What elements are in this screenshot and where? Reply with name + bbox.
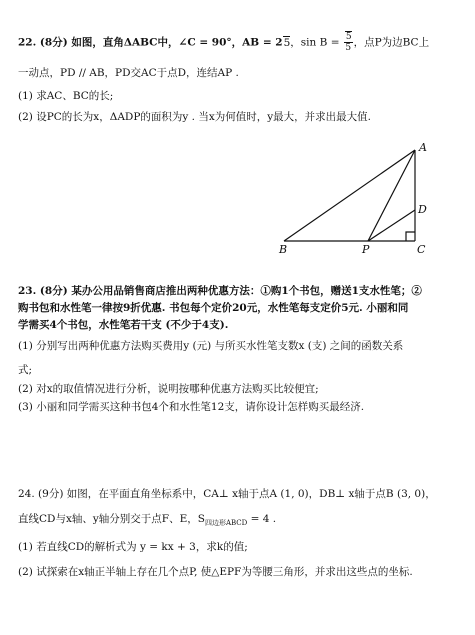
q24-part2: (2) 试探索在x轴正半轴上存在几个点P, 使△EPF为等腰三角形，并求出这些点的坐标. (18, 566, 413, 578)
q22-part1: (1) 求AC、BC的长; (18, 90, 114, 102)
q22-sinb-den: 5 (345, 43, 352, 53)
q23-line3: 学需买4个书包，水性笔若干支 (不少于4支). (18, 319, 229, 331)
q22-line2: 一动点，PD // AB，PD交AC于点D，连结AP . (18, 67, 239, 79)
q24-line2-b: = 4 . (247, 513, 277, 525)
q22-part2: (2) 设PC的长为x，ΔADP的面积为y . 当x为何值时，y最大，并求出最大值. (18, 111, 372, 123)
q23-line2: 购书包和水性笔一律按9折优惠. 书包每个定价20元，水性笔每支定价5元. 小丽和同 (18, 302, 409, 314)
segment-pd (368, 210, 415, 241)
q22-header-tail: ，点P为边BC上 (353, 36, 430, 49)
segment-ab (284, 150, 415, 241)
q23-line1: 23. (8分) 某办公用品销售商店推出两种优惠方法：①购1个书包，赠送1支水性笔；② (18, 285, 422, 297)
label-d: D (418, 203, 427, 216)
q22-sinb-label: ，sin B = (290, 36, 340, 49)
q24-line2 (18, 512, 276, 530)
q24-part1: (1) 若直线CD的解析式为 y = kx + 3，求k的值; (18, 541, 248, 553)
q23-part1: (1) 分别写出两种优惠方法购买费用y (元) 与所买水性笔支数x (支) 之间的函数关系 (18, 340, 404, 352)
q22-sqrt-ab: 5 (283, 36, 291, 49)
q23-part3: (3) 小丽和同学需买这种书包4个和水性笔12支，请你设计怎样购买最经济. (18, 401, 365, 413)
label-p: P (362, 243, 370, 256)
q23-part1-cont: 式; (18, 364, 33, 376)
q24-line2-sub: 四边形ABCD (204, 519, 248, 528)
q22-sinb-num: 5 (345, 32, 352, 42)
segment-ap (368, 150, 415, 241)
label-b: B (279, 243, 288, 256)
right-angle-mark (406, 232, 415, 241)
label-a: A (419, 141, 427, 154)
q22-header-text: 22. (8分) 如图，直角ΔABC中，∠C = 90°，AB = 2 (18, 36, 283, 49)
q24-line2-a: 直线CD与x轴、y轴分别交于点F、E，S (18, 513, 205, 525)
label-c: C (417, 243, 426, 256)
q23-part2: (2) 对x的取值情况进行分析，说明按哪种优惠方法购买比较便宜; (18, 383, 319, 395)
q24-line1: 24. (9分) 如图，在平面直角坐标系中，CA⊥ x轴于点A (1, 0)，DB⊥ x轴于点B (3, 0)， (18, 488, 436, 500)
